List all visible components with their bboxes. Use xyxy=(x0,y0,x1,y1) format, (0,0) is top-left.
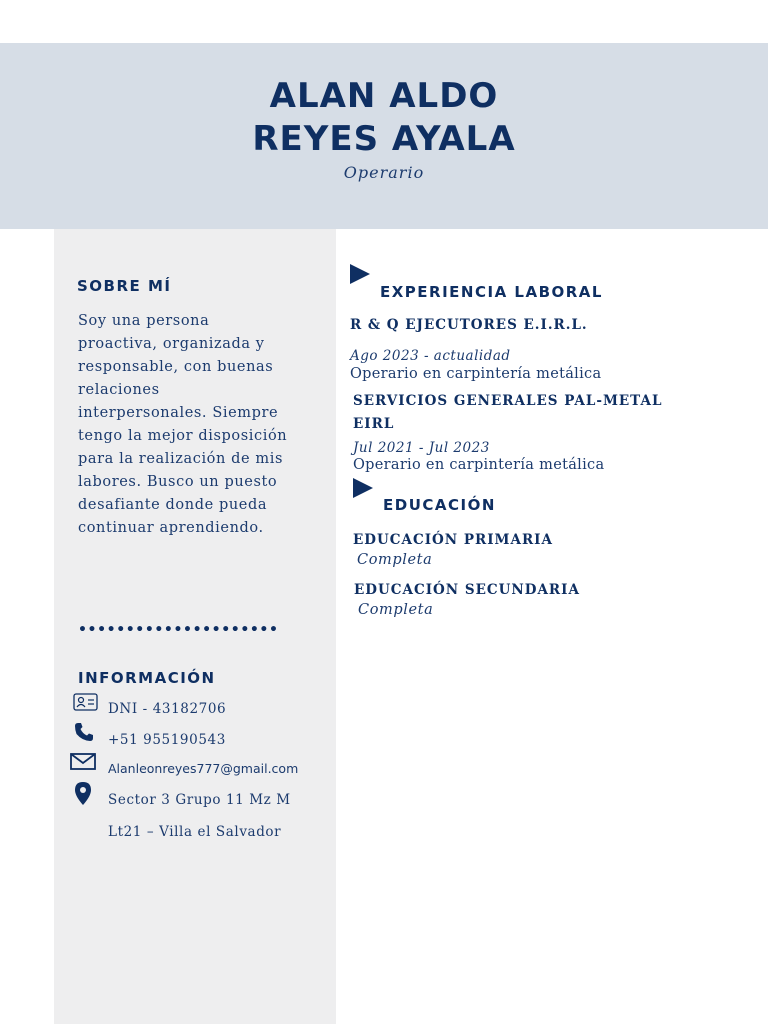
dni-text: DNI - 43182706 xyxy=(108,701,227,717)
address-line-1: Sector 3 Grupo 11 Mz M xyxy=(108,792,291,808)
header-banner xyxy=(0,43,768,229)
triangle-bullet-icon xyxy=(353,478,373,498)
envelope-icon xyxy=(70,753,96,774)
name-line-1: ALAN ALDO xyxy=(269,76,499,116)
address-line-2: Lt21 – Villa el Salvador xyxy=(108,824,282,840)
job-company: SERVICIOS GENERALES PAL-METAL xyxy=(353,393,663,409)
about-text: Soy una persona proactiva, organizada y responsable, con buenas relaciones interpersonales. Siempre tengo la mejor disposición para la realización de mis labores. Busco un puesto desafiante donde pueda continuar aprendiendo. xyxy=(78,313,288,536)
email-link[interactable]: Alanleonreyes777@gmail.com xyxy=(108,761,299,776)
location-pin-icon xyxy=(74,781,92,810)
phone-icon xyxy=(74,722,94,746)
job-company-line-2: EIRL xyxy=(353,416,395,432)
experience-title: EXPERIENCIA LABORAL xyxy=(380,283,603,301)
dotted-separator: ••••••••••••••••••••• xyxy=(78,622,279,638)
about-title: SOBRE MÍ xyxy=(77,277,172,295)
name-line-2: REYES AYALA xyxy=(252,119,516,159)
job-company: R & Q EJECUTORES E.I.R.L. xyxy=(350,317,588,333)
phone-text: +51 955190543 xyxy=(108,732,226,748)
education-item-status: Completa xyxy=(357,552,433,568)
job-dates: Jul 2021 - Jul 2023 xyxy=(353,440,490,456)
education-title: EDUCACIÓN xyxy=(383,496,496,514)
education-item-title: EDUCACIÓN SECUNDARIA xyxy=(354,582,580,598)
job-dates: Ago 2023 - actualidad xyxy=(350,348,511,364)
job-title: Operario xyxy=(343,163,425,182)
id-card-icon xyxy=(73,693,98,715)
job-role: Operario en carpintería metálica xyxy=(350,366,602,382)
triangle-bullet-icon xyxy=(350,264,370,284)
job-role: Operario en carpintería metálica xyxy=(353,457,605,473)
info-title: INFORMACIÓN xyxy=(78,669,216,687)
education-item-title: EDUCACIÓN PRIMARIA xyxy=(353,532,553,548)
education-item-status: Completa xyxy=(358,602,434,618)
